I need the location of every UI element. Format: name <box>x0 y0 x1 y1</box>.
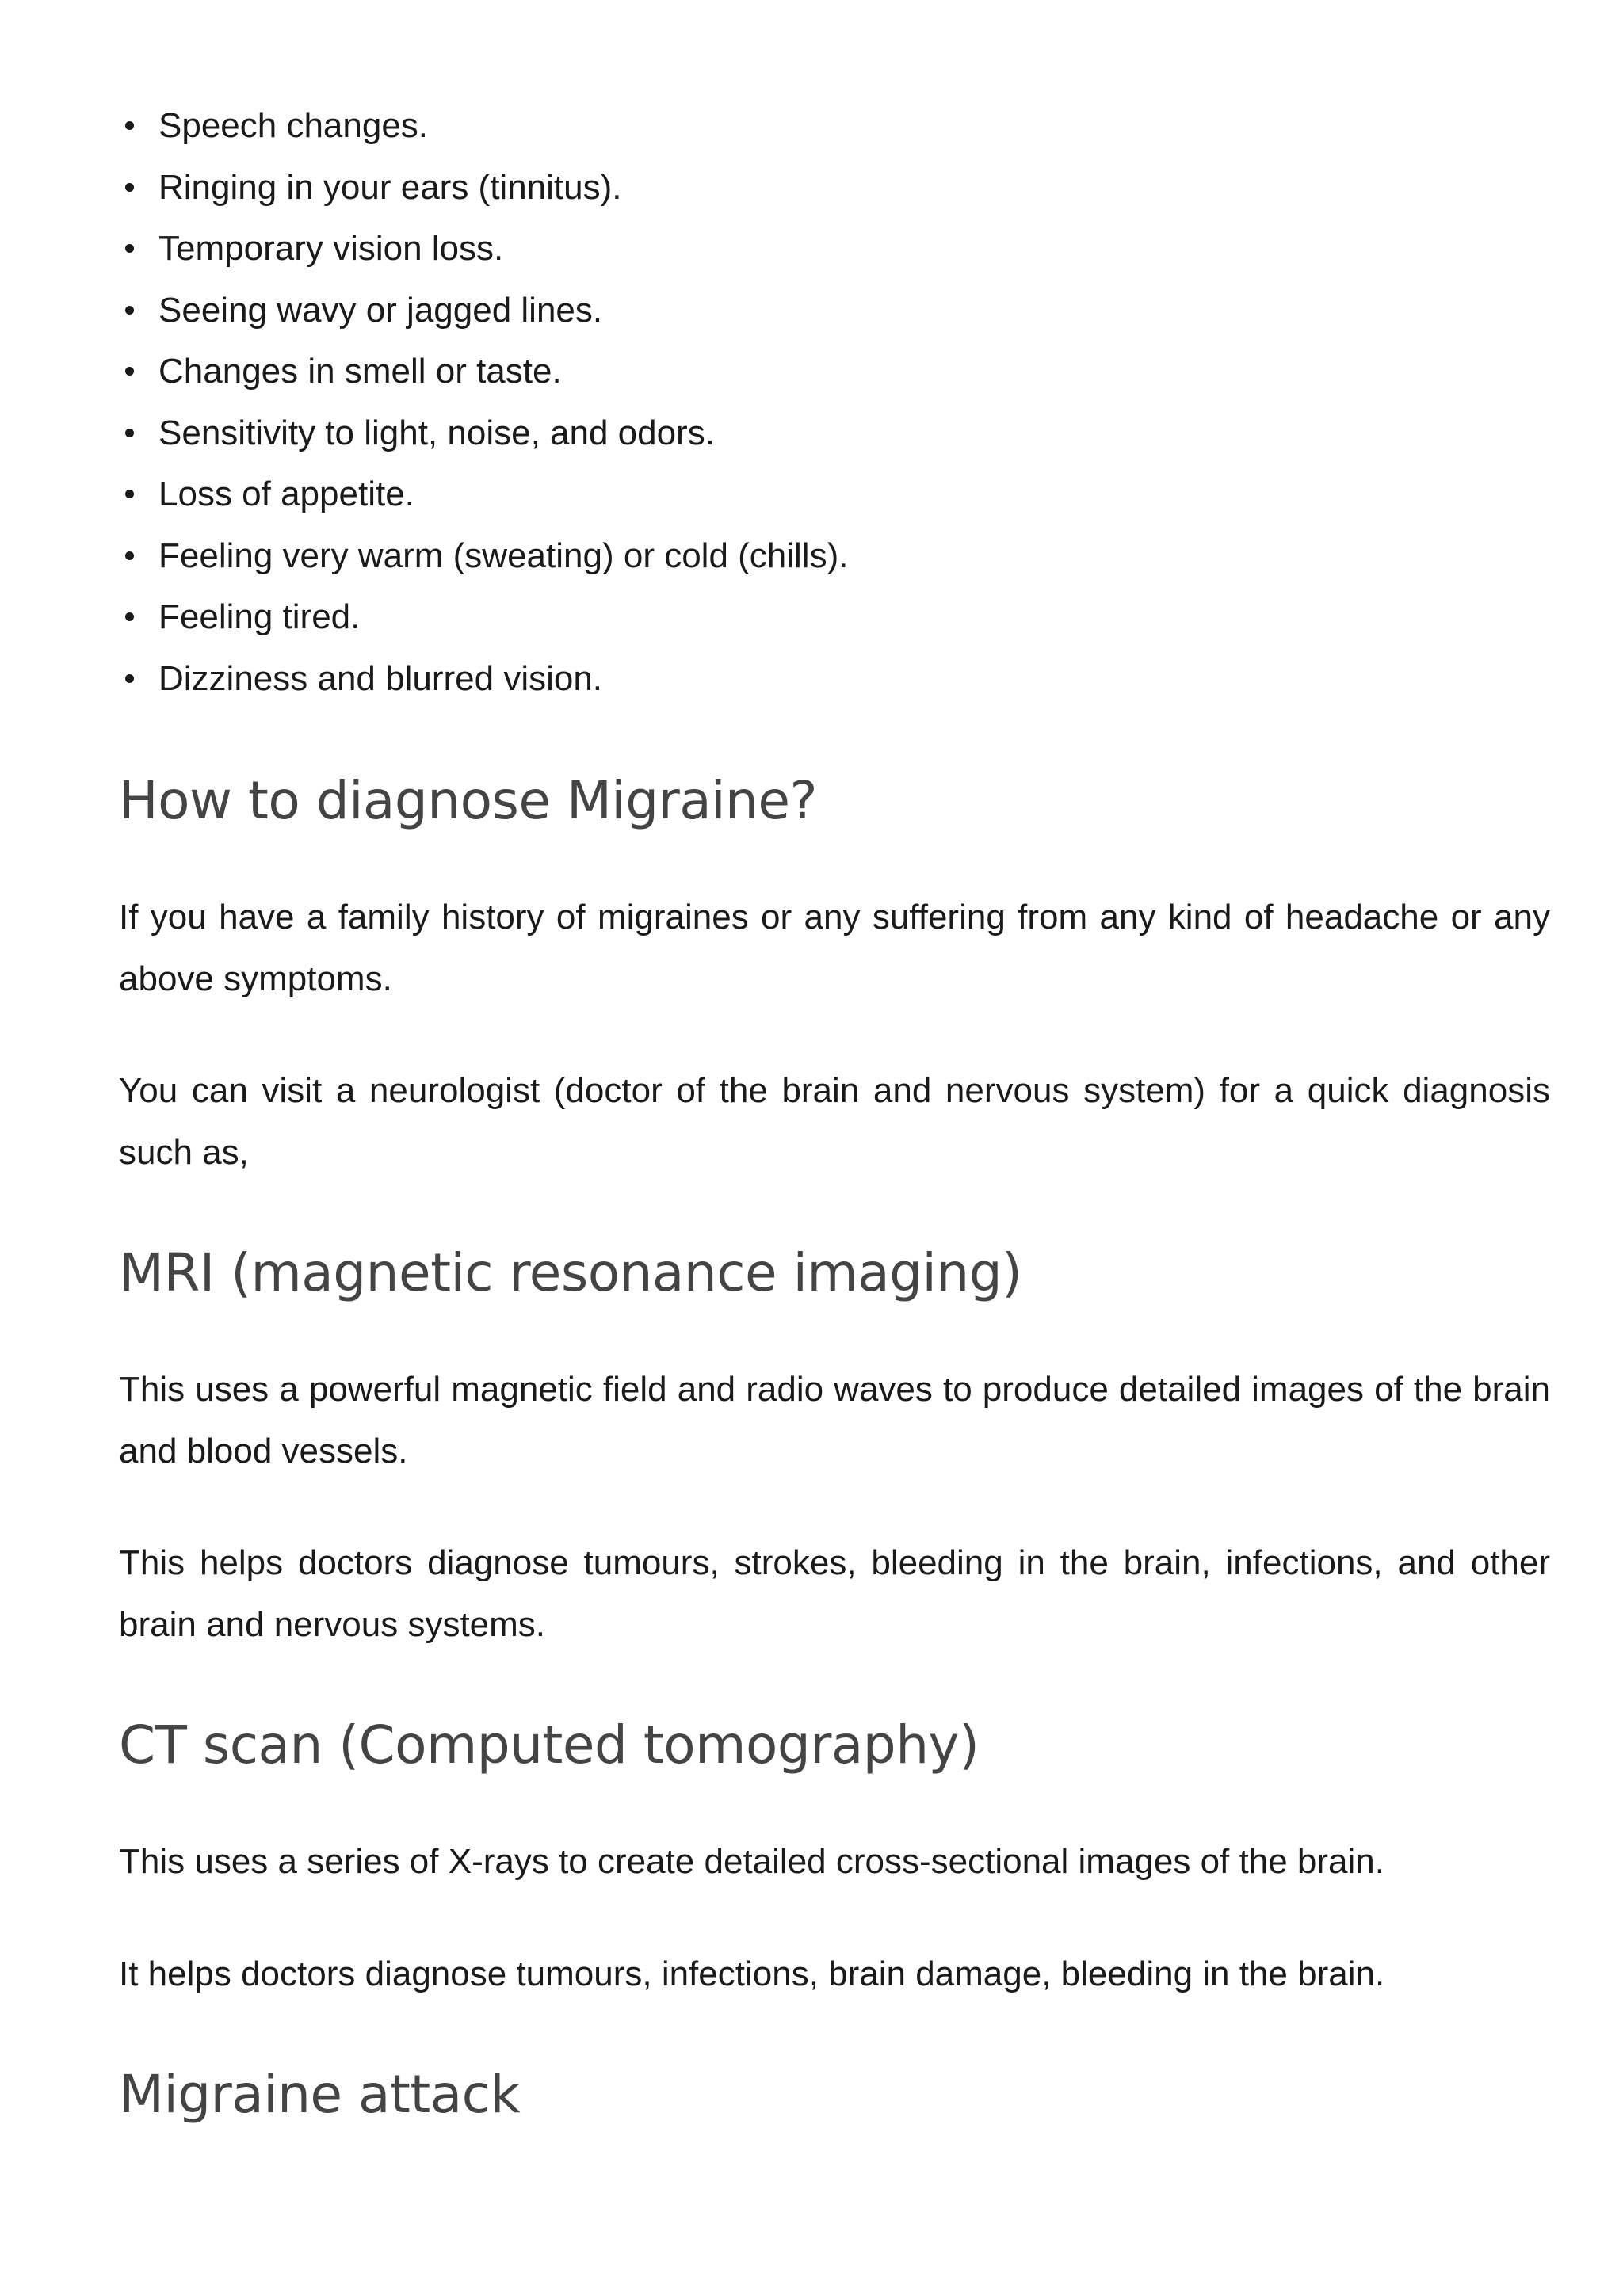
list-item-text: Ringing in your ears (tinnitus). <box>158 167 622 207</box>
paragraph-mri-uses: This helps doctors diagnose tumours, strokes, bleeding in the brain, infections, and other brain and nervous systems. <box>119 1543 1550 1644</box>
bullet-icon <box>125 612 134 621</box>
bullet-icon <box>125 551 134 560</box>
heading-mri: MRI (magnetic resonance imaging) <box>119 1242 1022 1303</box>
bullet-icon <box>125 429 134 437</box>
bullet-icon <box>125 121 134 130</box>
bullet-icon <box>125 306 134 315</box>
paragraph-family-history: If you have a family history of migraines or any suffering from any kind of headache or any above symptoms. <box>119 898 1550 998</box>
bullet-icon <box>125 244 134 253</box>
heading-diagnose: How to diagnose Migraine? <box>119 770 818 831</box>
symptoms-list <box>119 95 1550 709</box>
bullet-icon <box>125 674 134 683</box>
paragraph-ct-description: This uses a series of X-rays to create detailed cross-sectional images of the brain. <box>119 1842 1384 1881</box>
list-item-text: Changes in smell or taste. <box>158 352 562 391</box>
bullet-icon <box>125 490 134 498</box>
list-item-text: Dizziness and blurred vision. <box>158 658 603 698</box>
list-item <box>119 463 1550 525</box>
list-item-text: Seeing wavy or jagged lines. <box>158 290 603 330</box>
list-item <box>119 525 1550 587</box>
list-item <box>119 157 1550 219</box>
list-item <box>119 586 1550 648</box>
bullet-icon <box>125 367 134 376</box>
bullet-icon <box>125 183 134 192</box>
list-item-text: Sensitivity to light, noise, and odors. <box>158 413 715 452</box>
heading-migraine-attack: Migraine attack <box>119 2064 521 2125</box>
list-item <box>119 341 1550 402</box>
list-item-text: Feeling very warm (sweating) or cold (chills). <box>158 536 849 575</box>
paragraph-neurologist: You can visit a neurologist (doctor of the brain and nervous system) for a quick diagnosis such as, <box>119 1071 1550 1172</box>
heading-ct-scan: CT scan (Computed tomography) <box>119 1714 980 1775</box>
article-page <box>119 95 1550 2128</box>
list-item-text: Temporary vision loss. <box>158 229 504 268</box>
list-item <box>119 648 1550 710</box>
list-item <box>119 218 1550 280</box>
paragraph-mri-description: This uses a powerful magnetic field and radio waves to produce detailed images of the brain and blood vessels. <box>119 1370 1550 1470</box>
list-item <box>119 95 1550 157</box>
paragraph-ct-uses: It helps doctors diagnose tumours, infections, brain damage, bleeding in the brain. <box>119 1954 1385 1993</box>
list-item-text: Feeling tired. <box>158 597 361 636</box>
list-item <box>119 280 1550 341</box>
list-item-text: Loss of appetite. <box>158 475 414 513</box>
list-item-text: Speech changes. <box>158 106 429 145</box>
list-item <box>119 402 1550 464</box>
